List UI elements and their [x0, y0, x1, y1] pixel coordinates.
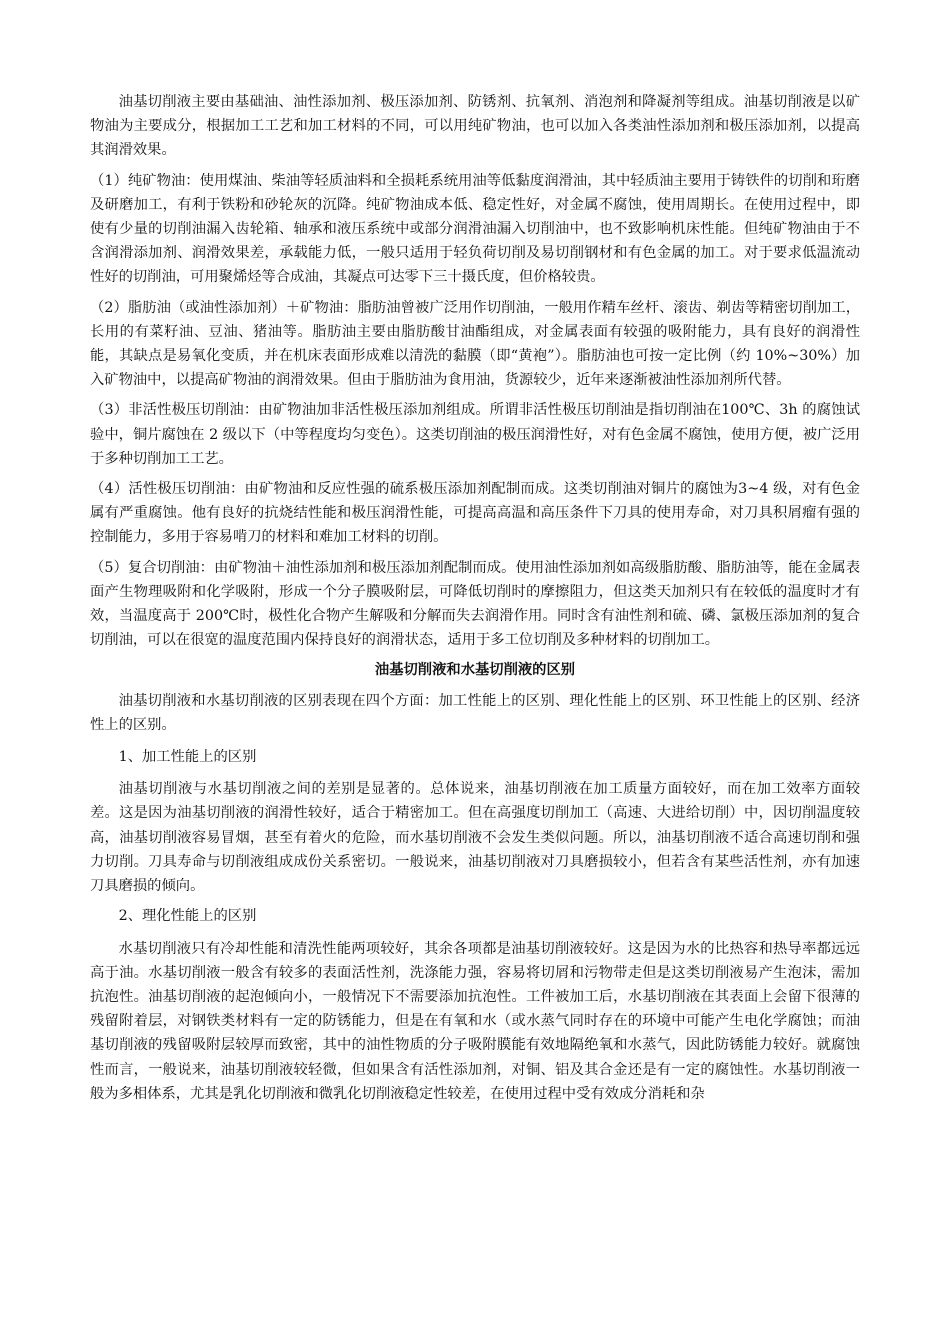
section-intro-paragraph: 油基切削液和水基切削液的区别表现在四个方面：加工性能上的区别、理化性能上的区别、环卫性能上的区别、经济性上的区别。: [90, 692, 860, 733]
type-5-paragraph: （5）复合切削油：由矿物油＋油性添加剂和极压添加剂配制而成。使用油性添加剂如高级脂肪酸、脂肪油等，能在金属表面产生物理吸附和化学吸附，形成一个分子膜吸附层，可降低切削时的摩擦阻力，但这类天加剂只有在较低的温度时才有效，当温度高于 200℃时，极性化合物产生解吸和分解而失去润滑作用。同时含有油性剂和硫、磷、氯极压添加剂的复合切削油，可以在很宽的温度范围内保持良好的润滑状态，适用于多工位切削及多种材料的切削加工。: [90, 559, 860, 649]
physicochemical-performance-paragraph: 水基切削液只有冷却性能和清洗性能两项较好，其余各项都是油基切削液较好。这是因为水的比热容和热导率都远远高于油。水基切削液一般含有较多的表面活性剂，洗涤能力强，容易将切屑和污物带走但是这类切削液易产生泡沫，需加抗泡性。油基切削液的起泡倾向小，一般情况下不需要添加抗泡性。工件被加工后，水基切削液在其表面上会留下很薄的残留附着层，对钢铁类材料有一定的防锈能力，但是在有氧和水（或水蒸气同时存在的环境中可能产生电化学腐蚀；而油基切削液的残留吸附层较厚而致密，其中的油性物质的分子吸附膜能有效地隔绝氧和水蒸气，因此防锈能力较好。就腐蚀性而言，一般说来，油基切削液较轻微，但如果含有活性添加剂，对铜、铝及其合金还是有一定的腐蚀性。水基切削液一般为多相体系，尤其是乳化切削液和微乳化切削液稳定性较差，在使用过程中受有效成分消耗和杂: [90, 940, 860, 1102]
type-4-paragraph: （4）活性极压切削油：由矿物油和反应性强的硫系极压添加剂配制而成。这类切削油对铜片的腐蚀为3~4 级，对有色金属有严重腐蚀。他有良好的抗烧结性能和极压润滑性能，可提高高温和高压条件下刀具的使用寿命，对刀具积屑瘤有强的控制能力，多用于容易啃刀的材料和难加工材料的切削。: [90, 481, 860, 546]
type-3-paragraph: （3）非活性极压切削油：由矿物油加非活性极压添加剂组成。所谓非活性极压切削油是指切削油在100℃、3h 的腐蚀试验中，铜片腐蚀在 2 级以下（中等程度均匀变色）。这类切削油的极压润滑性好，对有色金属不腐蚀，使用方便，被广泛用于多种切削加工工艺。: [90, 402, 860, 467]
heading-physicochemical-performance: 2、理化性能上的区别: [118, 908, 257, 925]
document-page: [90, 90, 860, 1112]
intro-paragraph: 油基切削液主要由基础油、油性添加剂、极压添加剂、防锈剂、抗氧剂、消泡剂和降凝剂等组成。油基切削液是以矿物油为主要成分，根据加工工艺和加工材料的不同，可以用纯矿物油，也可以加入各类油性添加剂和极压添加剂，以提高其润滑效果。: [90, 94, 860, 159]
processing-performance-paragraph: 油基切削液与水基切削液之间的差别是显著的。总体说来，油基切削液在加工质量方面较好，而在加工效率方面较差。这是因为油基切削液的润滑性较好，适合于精密加工。但在高强度切削加工（高速、大进给切削）中，因切削温度较高，油基切削液容易冒烟，甚至有着火的危险，而水基切削液不会发生类似问题。所以，油基切削液不适合高速切削和强力切削。刀具寿命与切削液组成成份关系密切。一般说来，油基切削液对刀具磨损较小，但若含有某些活性剂，亦有加速刀具磨损的倾向。: [90, 781, 860, 895]
type-2-paragraph: （2）脂肪油（或油性添加剂）＋矿物油：脂肪油曾被广泛用作切削油，一般用作精车丝杆、滚齿、剃齿等精密切削加工，长用的有菜籽油、豆油、猪油等。脂肪油主要由脂肪酸甘油酯组成，对金属表面有较强的吸附能力，具有良好的润滑性能，其缺点是易氧化变质，并在机床表面形成难以清洗的黏膜（即“黄袍”）。脂肪油也可按一定比例（约 10%~30%）加入矿物油中，以提高矿物油的润滑效果。但由于脂肪油为食用油，货源较少，近年来逐渐被油性添加剂所代替。: [90, 299, 860, 389]
type-1-paragraph: （1）纯矿物油：使用煤油、柴油等轻质油料和全损耗系统用油等低黏度润滑油，其中轻质油主要用于铸铁件的切削和珩磨及研磨加工，有利于铁粉和砂轮灰的沉降。纯矿物油成本低、稳定性好，对金属不腐蚀，使用周期长。在使用过程中，即使有少量的切削油漏入齿轮箱、轴承和液压系统中或部分润滑油漏入切削油中，也不致影响机床性能。但纯矿物油由于不含润滑添加剂、润滑效果差，承载能力低，一般只适用于轻负荷切削及易切削钢材和有色金属的加工。对于要求低温流动性好的切削油，可用聚烯烃等合成油，其凝点可达零下三十摄氏度，但价格较贵。: [90, 172, 860, 286]
section-title: 油基切削液和水基切削液的区别: [374, 662, 576, 679]
heading-processing-performance: 1、加工性能上的区别: [118, 749, 257, 766]
